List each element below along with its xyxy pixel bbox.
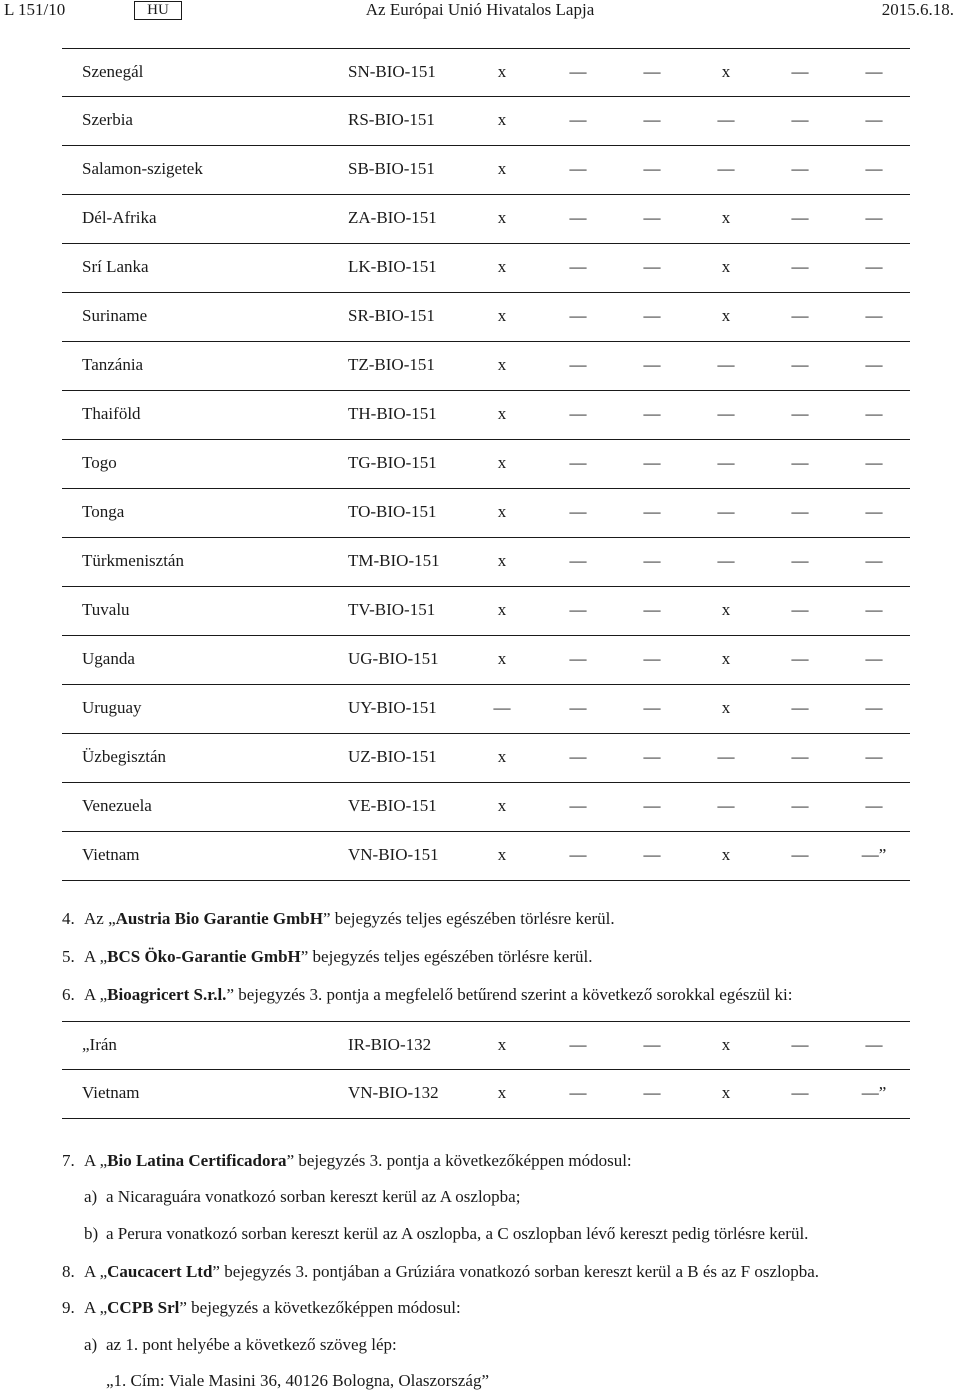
table-row	[62, 48, 910, 97]
table-row	[62, 244, 910, 293]
category-mark-cell: —	[569, 600, 587, 619]
paragraph-4: 4. Az „Austria Bio Garantie GmbH” bejegyzés teljes egészében törlésre kerül.	[62, 909, 615, 928]
table-row	[62, 685, 910, 734]
category-mark-cell: —	[643, 796, 661, 815]
category-mark-cell: —	[643, 110, 661, 129]
code-number-cell: TZ-BIO-151	[348, 355, 435, 374]
category-mark-cell: —	[865, 257, 883, 276]
category-mark-cell: —	[865, 404, 883, 423]
category-mark-cell: —	[569, 404, 587, 423]
country-cell: Üzbegisztán	[82, 747, 167, 766]
country-cell: „Irán	[82, 1035, 117, 1054]
category-mark-cell: —	[569, 306, 587, 325]
category-mark-cell: —	[569, 747, 587, 766]
code-number-cell: LK-BIO-151	[348, 257, 437, 276]
category-mark-cell: —	[569, 502, 587, 521]
country-cell: Thaiföld	[82, 404, 141, 423]
country-cell: Türkmenisztán	[82, 551, 184, 570]
paragraph-9-quote: „1. Cím: Viale Masini 36, 40126 Bologna, Olaszország”	[106, 1371, 489, 1390]
category-mark-cell: —	[791, 306, 809, 325]
category-mark-cell: x	[721, 600, 731, 619]
category-mark-cell: —	[865, 698, 883, 717]
code-number-cell: RS-BIO-151	[348, 110, 435, 129]
category-mark-cell: —	[493, 698, 511, 717]
category-mark-cell: x	[721, 698, 731, 717]
country-cell: Tuvalu	[82, 600, 130, 619]
category-mark-cell: x	[497, 62, 507, 81]
country-cell: Vietnam	[82, 845, 140, 864]
journal-title: Az Európai Unió Hivatalos Lapja	[365, 0, 595, 19]
category-mark-cell: —	[791, 1083, 809, 1102]
country-cell: Suriname	[82, 306, 148, 325]
code-number-cell: UG-BIO-151	[348, 649, 439, 668]
code-number-cell: UY-BIO-151	[348, 698, 437, 717]
category-mark-cell: —	[865, 551, 883, 570]
category-mark-cell: —	[865, 453, 883, 472]
paragraph-6: 6. A „Bioagricert S.r.l.” bejegyzés 3. pontja a megfelelő betűrend szerint a következő sorokkal egészül ki:	[62, 985, 793, 1004]
category-mark-cell: —	[865, 208, 883, 227]
country-cell: Togo	[82, 453, 117, 472]
paragraph-9-a: a) az 1. pont helyébe a következő szöveg lép:	[84, 1335, 397, 1354]
category-mark-cell: —	[643, 306, 661, 325]
category-mark-cell: —	[643, 551, 661, 570]
category-mark-cell: x	[497, 845, 507, 864]
country-cell: Uruguay	[82, 698, 142, 717]
code-number-cell: VN-BIO-151	[348, 845, 439, 864]
category-mark-cell: x	[497, 1083, 507, 1102]
category-mark-cell: —	[717, 502, 735, 521]
country-cell: Uganda	[82, 649, 135, 668]
category-mark-cell: —	[791, 698, 809, 717]
table-row	[62, 636, 910, 685]
language-badge: HU	[134, 1, 182, 20]
table-row	[62, 342, 910, 391]
paragraph-5: 5. A „BCS Öko-Garantie GmbH” bejegyzés teljes egészében törlésre kerül.	[62, 947, 593, 966]
category-mark-cell: —	[643, 1035, 661, 1054]
table-row	[62, 538, 910, 587]
category-mark-cell: x	[721, 306, 731, 325]
code-number-cell: ZA-BIO-151	[348, 208, 437, 227]
category-mark-cell: x	[497, 649, 507, 668]
code-number-cell: TO-BIO-151	[348, 502, 437, 521]
table-row	[62, 783, 910, 832]
code-number-cell: SB-BIO-151	[348, 159, 435, 178]
category-mark-cell: x	[721, 257, 731, 276]
paragraph-9: 9. A „CCPB Srl” bejegyzés a következőképpen módosul:	[62, 1298, 461, 1317]
code-number-cell: IR-BIO-132	[348, 1035, 432, 1054]
category-mark-cell: —	[569, 208, 587, 227]
table-row	[62, 97, 910, 146]
code-number-cell: TG-BIO-151	[348, 453, 437, 472]
category-mark-cell: —	[569, 698, 587, 717]
code-number-cell: VN-BIO-132	[348, 1083, 439, 1102]
table-row	[62, 587, 910, 636]
page-header	[0, 0, 960, 22]
paragraph-7-a: a) a Nicaraguára vonatkozó sorban kereszt kerül az A oszlopba;	[84, 1187, 521, 1206]
category-mark-cell: —	[791, 159, 809, 178]
table-row	[62, 1070, 910, 1119]
category-mark-cell: —	[643, 502, 661, 521]
table-row	[62, 293, 910, 342]
country-cell: Venezuela	[82, 796, 152, 815]
table-row	[62, 489, 910, 538]
category-mark-cell: —	[791, 62, 809, 81]
country-cell: Tanzánia	[82, 355, 144, 374]
page-number: L 151/10	[4, 0, 66, 19]
category-mark-cell: —	[865, 1035, 883, 1054]
category-mark-cell: —	[643, 159, 661, 178]
table-row	[62, 195, 910, 244]
category-mark-cell: x	[721, 845, 731, 864]
category-mark-cell: x	[721, 1035, 731, 1054]
category-mark-cell: —	[865, 747, 883, 766]
paragraph-7: 7. A „Bio Latina Certificadora” bejegyzés 3. pontja a következőképpen módosul:	[62, 1151, 632, 1170]
category-mark-cell: x	[497, 453, 507, 472]
category-mark-cell: —	[643, 404, 661, 423]
code-number-cell: SN-BIO-151	[348, 62, 436, 81]
category-mark-cell: —	[569, 551, 587, 570]
category-mark-cell: —	[569, 355, 587, 374]
category-mark-cell: —	[569, 845, 587, 864]
category-mark-cell: —	[643, 62, 661, 81]
category-mark-cell: —	[791, 600, 809, 619]
category-mark-cell: —	[569, 796, 587, 815]
category-mark-cell: —	[569, 110, 587, 129]
category-mark-cell: —	[865, 649, 883, 668]
category-mark-cell: x	[497, 110, 507, 129]
category-mark-cell: —	[791, 1035, 809, 1054]
category-mark-cell: x	[497, 159, 507, 178]
code-number-cell: TV-BIO-151	[348, 600, 436, 619]
category-mark-cell: —	[717, 159, 735, 178]
category-mark-cell: x	[497, 306, 507, 325]
category-mark-cell: —	[865, 306, 883, 325]
category-mark-cell: —	[643, 600, 661, 619]
category-mark-cell: x	[497, 502, 507, 521]
category-mark-cell: —	[791, 355, 809, 374]
category-mark-cell: —	[717, 110, 735, 129]
category-mark-cell: x	[721, 62, 731, 81]
category-mark-cell: —	[865, 62, 883, 81]
category-mark-cell: —	[791, 845, 809, 864]
country-cell: Tonga	[82, 502, 125, 521]
category-mark-cell: —	[717, 551, 735, 570]
category-mark-cell: —	[717, 747, 735, 766]
category-mark-cell: x	[497, 355, 507, 374]
category-mark-cell: —	[865, 355, 883, 374]
table-row	[62, 1021, 910, 1070]
code-number-cell: SR-BIO-151	[348, 306, 435, 325]
category-mark-cell: —	[569, 453, 587, 472]
publication-date: 2015.6.18.	[881, 0, 954, 19]
category-mark-cell: —	[643, 208, 661, 227]
table-row	[62, 391, 910, 440]
category-mark-cell: —	[643, 355, 661, 374]
table-row	[62, 832, 910, 881]
category-mark-cell: —	[569, 1083, 587, 1102]
table-row	[62, 734, 910, 783]
category-mark-cell: —	[791, 208, 809, 227]
category-mark-cell: —	[569, 159, 587, 178]
category-mark-cell: —	[791, 453, 809, 472]
category-mark-cell: —	[717, 355, 735, 374]
category-mark-cell: —”	[861, 1083, 887, 1102]
code-number-cell: TH-BIO-151	[348, 404, 437, 423]
category-mark-cell: —	[643, 257, 661, 276]
category-mark-cell: —	[791, 502, 809, 521]
category-mark-cell: —	[569, 649, 587, 668]
country-cell: Srí Lanka	[82, 257, 149, 276]
category-mark-cell: —	[791, 404, 809, 423]
category-mark-cell: x	[497, 257, 507, 276]
category-mark-cell: —	[791, 110, 809, 129]
category-mark-cell: —	[717, 404, 735, 423]
table-row	[62, 440, 910, 489]
category-mark-cell: —	[643, 698, 661, 717]
category-mark-cell: —	[865, 110, 883, 129]
category-mark-cell: —	[791, 257, 809, 276]
category-mark-cell: —	[717, 453, 735, 472]
category-mark-cell: —	[569, 62, 587, 81]
country-cell: Szerbia	[82, 110, 133, 129]
category-mark-cell: —	[569, 1035, 587, 1054]
category-mark-cell: —	[791, 649, 809, 668]
category-mark-cell: —	[865, 796, 883, 815]
category-mark-cell: x	[721, 208, 731, 227]
category-mark-cell: x	[497, 208, 507, 227]
category-mark-cell: —”	[861, 845, 887, 864]
category-mark-cell: —	[643, 845, 661, 864]
code-number-cell: VE-BIO-151	[348, 796, 437, 815]
table-row	[62, 146, 910, 195]
category-mark-cell: —	[643, 453, 661, 472]
category-mark-cell: x	[497, 600, 507, 619]
category-mark-cell: x	[497, 1035, 507, 1054]
country-cell: Salamon-szigetek	[82, 159, 203, 178]
category-mark-cell: x	[497, 796, 507, 815]
paragraph-7-b: b) a Perura vonatkozó sorban kereszt kerül az A oszlopba, a C oszlopban lévő kereszt pedig törlésre kerül.	[84, 1224, 809, 1243]
category-mark-cell: —	[791, 796, 809, 815]
category-mark-cell: x	[497, 747, 507, 766]
code-number-cell: UZ-BIO-151	[348, 747, 437, 766]
category-mark-cell: x	[721, 649, 731, 668]
category-mark-cell: x	[497, 551, 507, 570]
category-mark-cell: —	[569, 257, 587, 276]
country-cell: Szenegál	[82, 62, 144, 81]
category-mark-cell: —	[865, 502, 883, 521]
control-bodies-table	[62, 48, 910, 881]
category-mark-cell: x	[721, 1083, 731, 1102]
code-number-cell: TM-BIO-151	[348, 551, 440, 570]
category-mark-cell: —	[717, 796, 735, 815]
category-mark-cell: —	[643, 1083, 661, 1102]
country-cell: Dél-Afrika	[82, 208, 157, 227]
category-mark-cell: —	[791, 551, 809, 570]
paragraph-8: 8. A „Caucacert Ltd” bejegyzés 3. pontjában a Grúziára vonatkozó sorban kereszt kerül a B és az F oszlopba.	[62, 1262, 820, 1281]
category-mark-cell: —	[643, 649, 661, 668]
country-cell: Vietnam	[82, 1083, 140, 1102]
bioagricert-additions-table	[62, 1021, 910, 1119]
category-mark-cell: —	[791, 747, 809, 766]
category-mark-cell: x	[497, 404, 507, 423]
category-mark-cell: —	[865, 600, 883, 619]
category-mark-cell: —	[865, 159, 883, 178]
category-mark-cell: —	[643, 747, 661, 766]
